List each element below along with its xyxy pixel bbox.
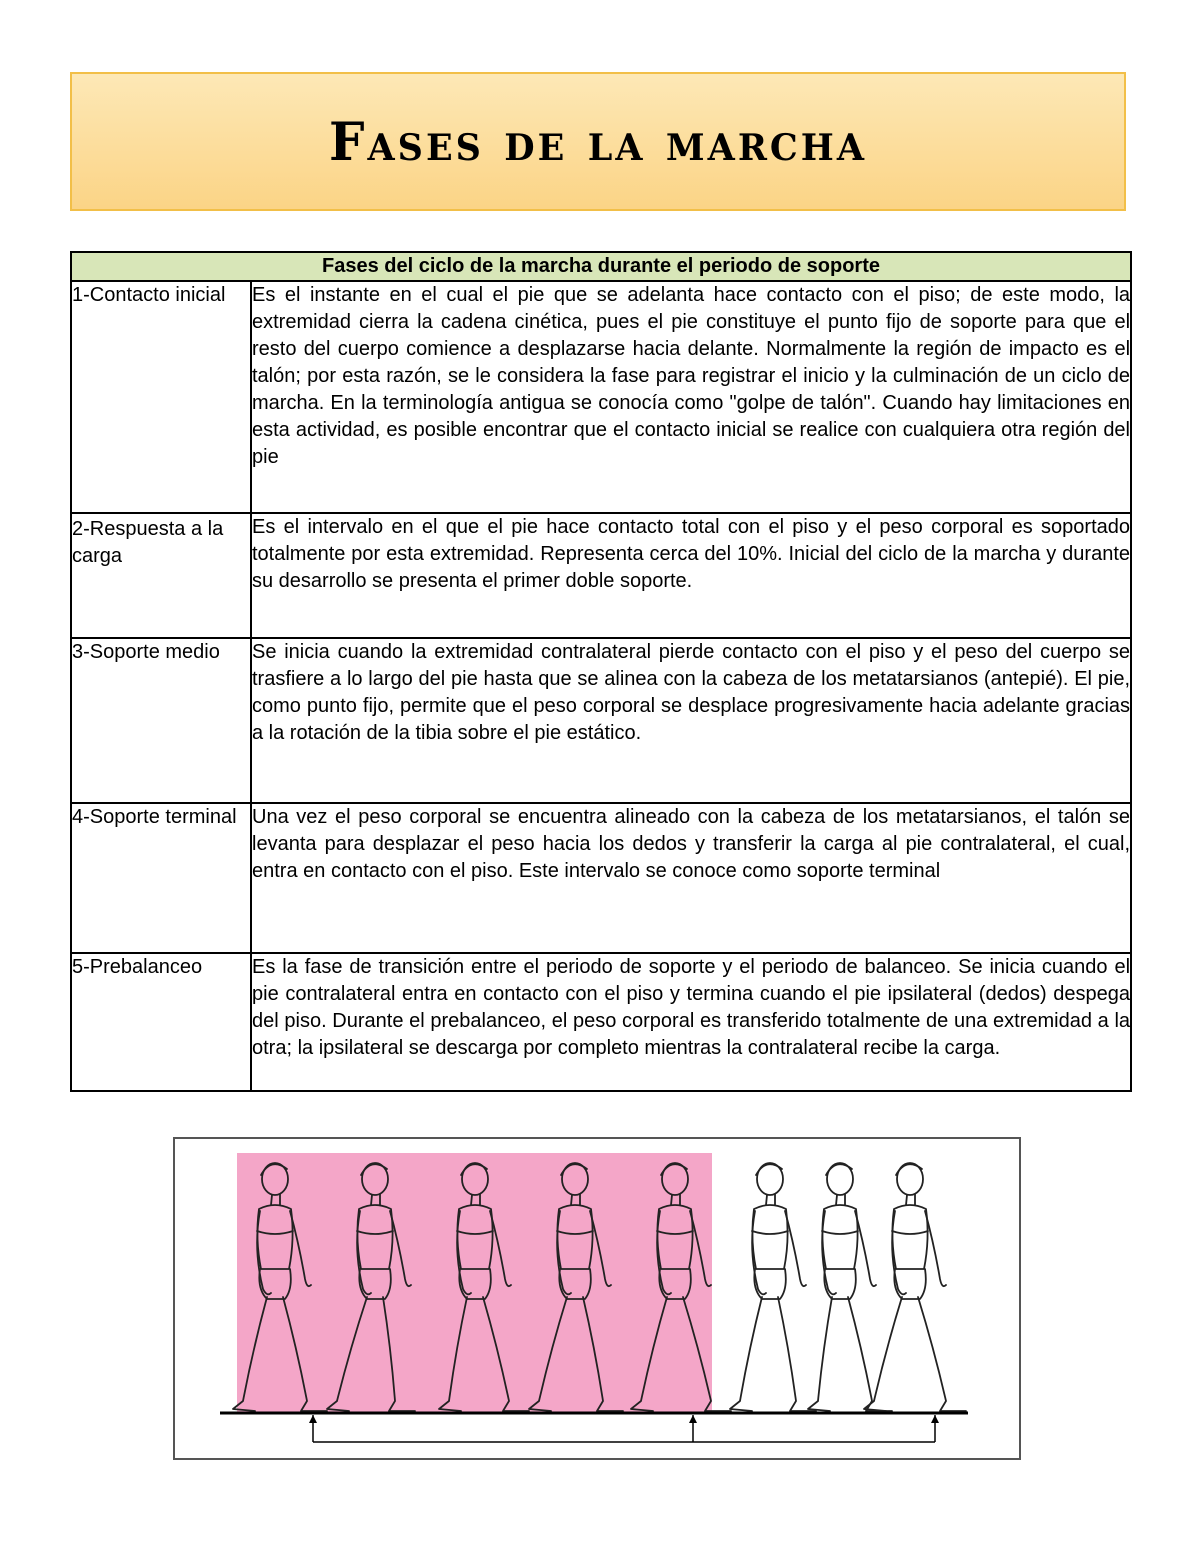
table-row	[71, 953, 1131, 1091]
phase-label: 4-Soporte terminal	[71, 803, 251, 953]
phase-description: Es la fase de transición entre el periodo de soporte y el periodo de balanceo. Se inicia cuando el pie contralateral entra en contacto con el piso y termina cuando el pie ipsilateral (dedos) despega del piso. Durante el prebalanceo, el peso corporal es transferido totalmente de una extremidad a la otra; la ipsilateral se descarga por completo mientras la contralateral recibe la carga.	[251, 953, 1131, 1091]
title-banner	[70, 72, 1126, 211]
phase-label: 5-Prebalanceo	[71, 953, 251, 1091]
arrow-up-icon	[689, 1415, 697, 1423]
phase-label: 3-Soporte medio	[71, 638, 251, 803]
table-row	[71, 638, 1131, 803]
arrow-up-icon	[931, 1415, 939, 1423]
page-title: Fases de la marcha	[329, 110, 867, 173]
table-row	[71, 513, 1131, 638]
walking-figure	[864, 1163, 966, 1411]
walking-figure	[808, 1163, 892, 1411]
gait-cycle-svg	[175, 1139, 1019, 1458]
stance-phase-highlight	[237, 1153, 712, 1413]
arrow-up-icon	[309, 1415, 317, 1423]
table-header: Fases del ciclo de la marcha durante el periodo de soporte	[71, 252, 1131, 281]
gait-phases-table	[70, 251, 1132, 1092]
walking-figure	[730, 1163, 816, 1411]
phase-description: Una vez el peso corporal se encuentra alineado con la cabeza de los metatarsianos, el talón se levanta para desplazar el peso hacia los dedos y transferir la carga al pie contralateral, el cual, entra en contacto con el piso. Este intervalo se conoce como soporte terminal	[251, 803, 1131, 953]
phase-label: 1-Contacto inicial	[71, 281, 251, 513]
phase-label: 2-Respuesta a la carga	[71, 513, 251, 638]
gait-cycle-illustration	[173, 1137, 1021, 1460]
table-row	[71, 803, 1131, 953]
phase-description: Es el intervalo en el que el pie hace contacto total con el piso y el peso corporal es soportado totalmente por esta extremidad. Representa cerca del 10%. Inicial del ciclo de la marcha y durante su desarrollo se presenta el primer doble soporte.	[251, 513, 1131, 638]
table-row	[71, 281, 1131, 513]
phase-description: Se inicia cuando la extremidad contralateral pierde contacto con el piso y el peso del cuerpo se trasfiere a lo largo del pie hasta que se alinea con la cabeza de los metatarsianos (antepié). El pie, como punto fijo, permite que el peso corporal se desplace progresivamente hacia adelante gracias a la rotación de la tibia sobre el pie estático.	[251, 638, 1131, 803]
phase-description: Es el instante en el cual el pie que se adelanta hace contacto con el piso; de este modo, la extremidad cierra la cadena cinética, pues el pie constituye el punto fijo de soporte para que el resto del cuerpo comience a desplazarse hacia delante. Normalmente la región de impacto es el talón; por esta razón, se le considera la fase para registrar el inicio y la culminación de un ciclo de marcha. En la terminología antigua se conocía como "golpe de talón". Cuando hay limitaciones en esta actividad, es posible encontrar que el contacto inicial se realice con cualquiera otra región del pie	[251, 281, 1131, 513]
